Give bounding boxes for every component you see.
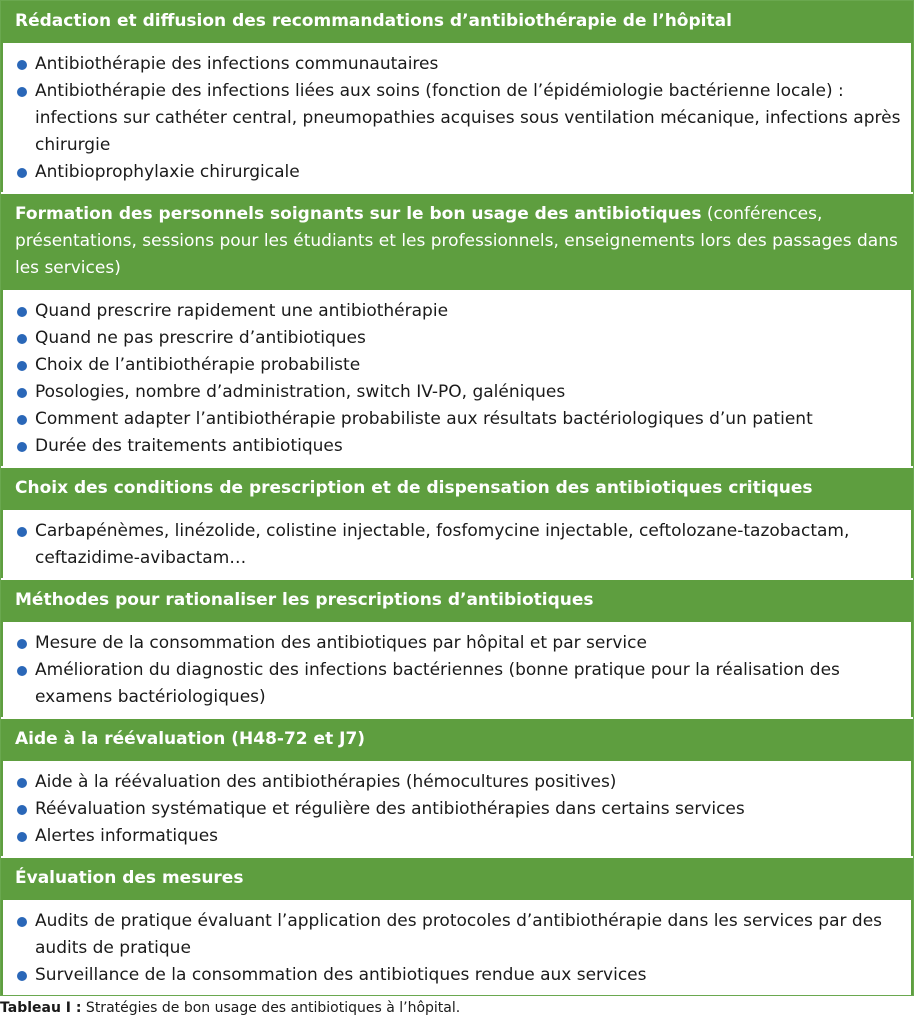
section-header — [1, 1, 913, 43]
section-title: Évaluation des mesures — [15, 868, 244, 888]
bullet-icon — [17, 832, 27, 842]
list-item — [13, 823, 901, 850]
list-item — [13, 796, 901, 823]
table-caption — [0, 998, 460, 1018]
section-body — [1, 900, 913, 995]
section-body — [1, 622, 913, 717]
item-text: Réévaluation systématique et régulière des antibiothérapies dans certains services — [35, 799, 745, 819]
list-item — [13, 657, 901, 711]
item-text: Mesure de la consommation des antibiotiques par hôpital et par service — [35, 633, 647, 653]
item-text: Audits de pratique évaluant l’application des protocoles d’antibiothérapie dans les services par des audits de pratique — [35, 911, 883, 958]
list-item — [13, 78, 901, 159]
bullet-icon — [17, 60, 27, 70]
section-title: Méthodes pour rationaliser les prescriptions d’antibiotiques — [15, 590, 594, 610]
bullet-icon — [17, 527, 27, 537]
bullet-icon — [17, 388, 27, 398]
section-title: Choix des conditions de prescription et de dispensation des antibiotiques critiques — [15, 478, 813, 498]
item-text: Antibioprophylaxie chirurgicale — [35, 162, 300, 182]
item-text: Amélioration du diagnostic des infections bactériennes (bonne pratique pour la réalisation des examens bactériologiques) — [35, 660, 840, 707]
item-text: Antibiothérapie des infections communautaires — [35, 54, 439, 74]
item-text: Quand prescrire rapidement une antibiothérapie — [35, 301, 449, 321]
section-note: (conférences, présentations, sessions pour les étudiants et les professionnels, enseignements lors des passages dans les services) — [15, 204, 898, 278]
list-item — [13, 51, 901, 78]
section-title: Formation des personnels soignants sur le bon usage des antibiotiques — [15, 204, 702, 224]
list-item — [13, 352, 901, 379]
section-header — [1, 466, 913, 510]
list-item — [13, 325, 901, 352]
bullet-icon — [17, 442, 27, 452]
list-item — [13, 769, 901, 796]
section-title: Rédaction et diffusion des recommandations d’antibiothérapie de l’hôpital — [15, 11, 732, 31]
list-item — [13, 298, 901, 325]
item-text: Alertes informatiques — [35, 826, 219, 846]
item-text: Comment adapter l’antibiothérapie probabiliste aux résultats bactériologiques d’un patient — [35, 409, 813, 429]
list-item — [13, 379, 901, 406]
item-text: Aide à la réévaluation des antibiothérapies (hémocultures positives) — [35, 772, 617, 792]
list-item — [13, 433, 901, 460]
section-header — [1, 717, 913, 761]
bullet-icon — [17, 87, 27, 97]
section-body — [1, 43, 913, 192]
item-text: Posologies, nombre d’administration, switch IV-PO, galéniques — [35, 382, 566, 402]
bullet-icon — [17, 415, 27, 425]
item-text: Choix de l’antibiothérapie probabiliste — [35, 355, 361, 375]
bullet-icon — [17, 639, 27, 649]
item-text: Surveillance de la consommation des antibiotiques rendue aux services — [35, 965, 647, 985]
bullet-icon — [17, 805, 27, 815]
bullet-icon — [17, 334, 27, 344]
bullet-icon — [17, 361, 27, 371]
bullet-icon — [17, 168, 27, 178]
bullet-icon — [17, 971, 27, 981]
item-text: Durée des traitements antibiotiques — [35, 436, 343, 456]
list-item — [13, 630, 901, 657]
item-text: Quand ne pas prescrire d’antibiotiques — [35, 328, 366, 348]
bullet-icon — [17, 307, 27, 317]
section-header — [1, 856, 913, 900]
list-item — [13, 962, 901, 989]
list-item — [13, 518, 901, 572]
caption-label: Tableau I : — [0, 1000, 82, 1016]
section-header — [1, 578, 913, 622]
bullet-icon — [17, 666, 27, 676]
caption-text: Stratégies de bon usage des antibiotiques à l’hôpital. — [81, 1000, 461, 1016]
list-item — [13, 908, 901, 962]
bullet-icon — [17, 778, 27, 788]
item-text: Antibiothérapie des infections liées aux soins (fonction de l’épidémiologie bactérienne locale) : infections sur cathéter central, pneumopathies acquises sous ventilation mécanique, infections après chirurgie — [35, 81, 901, 155]
section-title: Aide à la réévaluation (H48-72 et J7) — [15, 729, 366, 749]
section-header — [1, 192, 913, 290]
bullet-icon — [17, 917, 27, 927]
section-body — [1, 761, 913, 856]
item-text: Carbapénèmes, linézolide, colistine injectable, fosfomycine injectable, ceftolozane-tazobactam, ceftazidime-avibactam… — [35, 521, 850, 568]
section-body — [1, 510, 913, 578]
list-item — [13, 406, 901, 433]
section-body — [1, 290, 913, 466]
list-item — [13, 159, 901, 186]
